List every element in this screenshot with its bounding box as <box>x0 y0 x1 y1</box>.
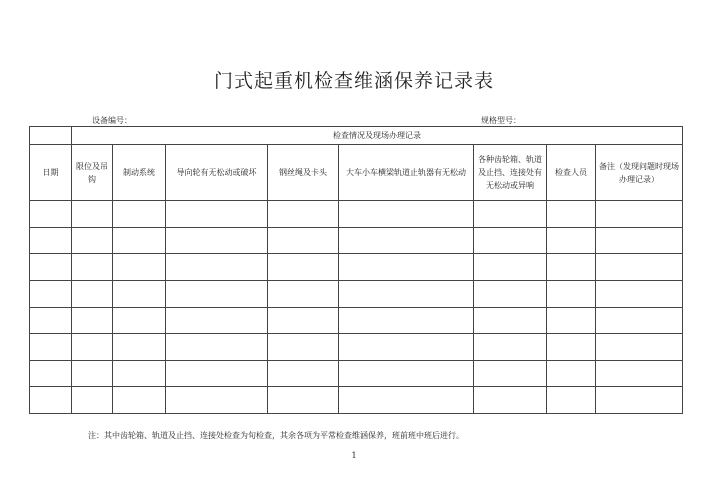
table-cell <box>474 254 547 281</box>
table-cell <box>596 334 683 361</box>
table-cell <box>113 227 166 254</box>
table-cell <box>339 360 474 387</box>
group-header: 检查情况及现场办理记录 <box>72 127 683 145</box>
table-cell <box>268 360 339 387</box>
table-cell <box>72 387 113 414</box>
table-cell <box>72 227 113 254</box>
table-cell <box>596 360 683 387</box>
table-cell <box>113 334 166 361</box>
table-cell <box>339 227 474 254</box>
table-row <box>30 280 683 307</box>
table-cell <box>339 201 474 228</box>
table-cell <box>30 280 72 307</box>
table-cell <box>166 360 268 387</box>
table-cell <box>268 280 339 307</box>
table-cell <box>596 227 683 254</box>
table-cell <box>339 307 474 334</box>
table-cell <box>547 334 596 361</box>
table-cell <box>30 227 72 254</box>
table-row <box>30 307 683 334</box>
record-table <box>29 126 683 414</box>
table-cell <box>166 307 268 334</box>
table-cell <box>166 387 268 414</box>
table-cell <box>339 254 474 281</box>
table-cell <box>166 334 268 361</box>
table-row <box>30 201 683 228</box>
col-header-wire-rope: 钢丝绳及卡头 <box>268 145 339 201</box>
col-header-rail-stopper: 大车小车横梁轨道止轨器有无松动 <box>339 145 474 201</box>
table-cell <box>113 254 166 281</box>
page-title: 门式起重机检查维涵保养记录表 <box>213 70 494 92</box>
table-cell <box>547 254 596 281</box>
table-cell <box>166 254 268 281</box>
table-cell <box>72 254 113 281</box>
table-cell <box>72 334 113 361</box>
table-cell <box>339 387 474 414</box>
table-cell <box>30 360 72 387</box>
col-header-date: 日期 <box>30 145 72 201</box>
table-cell <box>547 280 596 307</box>
table-cell <box>268 201 339 228</box>
table-cell <box>474 227 547 254</box>
page-number: 1 <box>351 451 357 460</box>
table-row <box>30 387 683 414</box>
table-cell <box>547 360 596 387</box>
table-cell <box>596 280 683 307</box>
table-cell <box>113 387 166 414</box>
col-header-gearbox: 各种齿轮箱、轨道及止挡、连接处有无松动或异响 <box>474 145 547 201</box>
table-cell <box>72 307 113 334</box>
table-row <box>30 334 683 361</box>
table-cell <box>547 227 596 254</box>
table-cell <box>474 307 547 334</box>
table-cell <box>547 387 596 414</box>
table-cell <box>72 201 113 228</box>
table-cell <box>596 254 683 281</box>
table-cell <box>339 334 474 361</box>
table-cell <box>474 334 547 361</box>
table-cell <box>474 360 547 387</box>
model-label: 规格型号： <box>481 116 521 125</box>
table-cell <box>113 360 166 387</box>
table-cell <box>30 334 72 361</box>
table-cell <box>268 227 339 254</box>
table-row <box>30 254 683 281</box>
table-cell <box>166 201 268 228</box>
table-cell <box>596 307 683 334</box>
table-cell <box>166 280 268 307</box>
table-cell <box>30 201 72 228</box>
table-cell <box>268 254 339 281</box>
table-cell <box>113 307 166 334</box>
col-header-remarks: 备注（发现问题时现场办理记录） <box>596 145 683 201</box>
table-cell <box>166 227 268 254</box>
table-cell <box>474 280 547 307</box>
table-cell <box>547 201 596 228</box>
col-header-limit-hook: 限位及吊钩 <box>72 145 113 201</box>
table-cell <box>72 280 113 307</box>
col-header-guide-wheel: 导向轮有无松动或破坏 <box>166 145 268 201</box>
table-cell <box>113 201 166 228</box>
table-cell <box>113 280 166 307</box>
table-cell <box>268 387 339 414</box>
table-cell <box>339 280 474 307</box>
table-cell <box>30 307 72 334</box>
table-cell <box>72 360 113 387</box>
device-number-label: 设备编号： <box>92 116 132 125</box>
table-row <box>30 360 683 387</box>
table-cell <box>547 307 596 334</box>
table-row <box>30 227 683 254</box>
table-cell <box>268 307 339 334</box>
table-cell <box>596 387 683 414</box>
table-cell <box>268 334 339 361</box>
table-cell <box>30 254 72 281</box>
table-cell <box>596 201 683 228</box>
col-header-brake-system: 制动系统 <box>113 145 166 201</box>
footnote: 注：其中齿轮箱、轨道及止挡、连接处检查为旬检查，其余各项为平常检查维涵保养，班前班中班后进行。 <box>88 431 464 440</box>
table-cell <box>474 201 547 228</box>
table-cell <box>474 387 547 414</box>
table-corner-cell <box>30 127 72 145</box>
col-header-inspector: 检查人员 <box>547 145 596 201</box>
table-cell <box>30 387 72 414</box>
